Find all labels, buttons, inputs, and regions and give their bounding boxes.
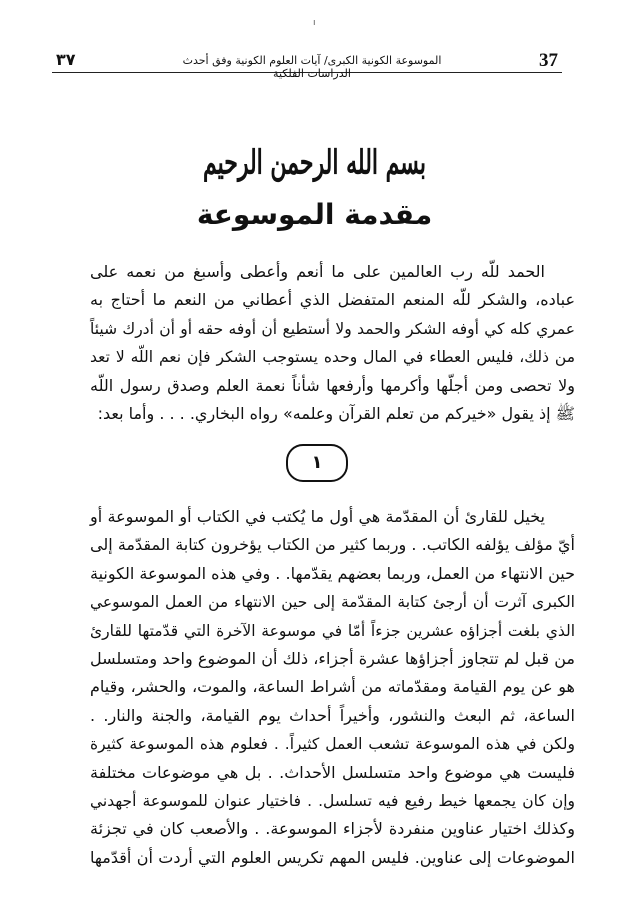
text-line: ﷺ إذ يقول «خيركم من تعلم القرآن وعلمه» رواه البخاري. . . . وأما بعد:: [97, 403, 575, 423]
text-line: أيّ مؤلف يؤلفه الكاتب. . وربما كثير من الكتاب يؤخرون كتابة المقدّمة إلى: [90, 535, 575, 555]
text-line: ولا تحصى ومن أجلّها وأكرمها وأرفعها شأناً نعمة العلم وصدق رسول اللّه: [90, 375, 575, 395]
text-line: الساعة، ثم البعث والنشور، وأخيراً أحداث يوم القيامة، والجنة والنار. .: [90, 705, 575, 725]
text-line: ولكن في هذه الموسوعة تشعب العمل كثيراً. . فعلوم هذه الموسوعة كثيرة: [90, 735, 575, 754]
text-line: الموضوعات إلى عناوين. فليس المهم تكريس العلوم التي أردت أن أقدّمها: [90, 847, 575, 867]
chapter-title: مقدمة الموسوعة: [196, 198, 433, 231]
text-line: الحمد للّه رب العالمين على ما أنعم وأعطى وأسبغ من نعمه على: [90, 262, 545, 281]
text-line: الذي بلغت أجزاؤه عشرين جزءاً أمّا في موسوعة الآخرة التي قدّمتها للقارئ: [90, 621, 575, 640]
page-number-arabic: ٣٧: [56, 50, 76, 69]
text-line: عمري كله كي أوفه الشكر والحمد ولا أستطيع أن أوفه حقه أو أن أدرك شيئاً: [90, 319, 575, 338]
text-line: وكذلك اختيار عناوين منفردة لأجزاء الموسوعة. . والأصعب كان في تجزئة: [90, 819, 575, 839]
running-title: الموسوعة الكونية الكبرى/ آيات العلوم الكونية وفق أحدث الدراسات الفلكية: [182, 54, 442, 80]
scan-mark: ı: [313, 18, 316, 28]
text-line: يخيل للقارئ أن المقدّمة هي أول ما يُكتب في الكتاب أو الموسوعة أو: [90, 507, 545, 526]
page-header: [52, 50, 562, 80]
text-line: وإن كان يجمعها خيط رفيع فيه تسلسل. . فاختيار عنوان للموسوعة أجهدني: [90, 791, 575, 810]
text-line: فليست هي موضوع واحد متسلسل الأحداث. . بل هي موضوعات مختلفة: [90, 762, 575, 782]
paragraph-1: [90, 258, 575, 428]
text-line: حين الانتهاء من العمل، وربما بعضهم يقدّمها. . وفي هذه الموسوعة الكونية: [90, 563, 575, 583]
paragraph-2: [90, 503, 575, 872]
text-line: هو عن يوم القيامة ومقدّماته من أشراط الساعة، والموت، والحشر، وقيام: [90, 677, 575, 697]
text-line: الكبرى آثرت أن أرجئ كتابة المقدّمة إلى حين الانتهاء من العمل الموسوعي: [90, 593, 575, 612]
basmala-calligraphy: بسم الله الرحمن الرحيم: [202, 143, 427, 183]
text-line: من قبل لم تتجاوز أجزاؤها عشرة أجزاء، ذلك أن الموضوع واحد ومتسلسل: [90, 648, 575, 668]
text-line: من ذلك، فليس العطاء في المال وحده يستوجب الشكر فإن نعم اللّه لا تعد: [90, 348, 575, 367]
section-number-badge: ١: [286, 444, 348, 482]
text-line: عباده، والشكر للّه المنعم المتفضل الذي أعطاني من النعم ما أحتاج به: [90, 290, 575, 310]
page-number-latin: 37: [539, 50, 558, 71]
